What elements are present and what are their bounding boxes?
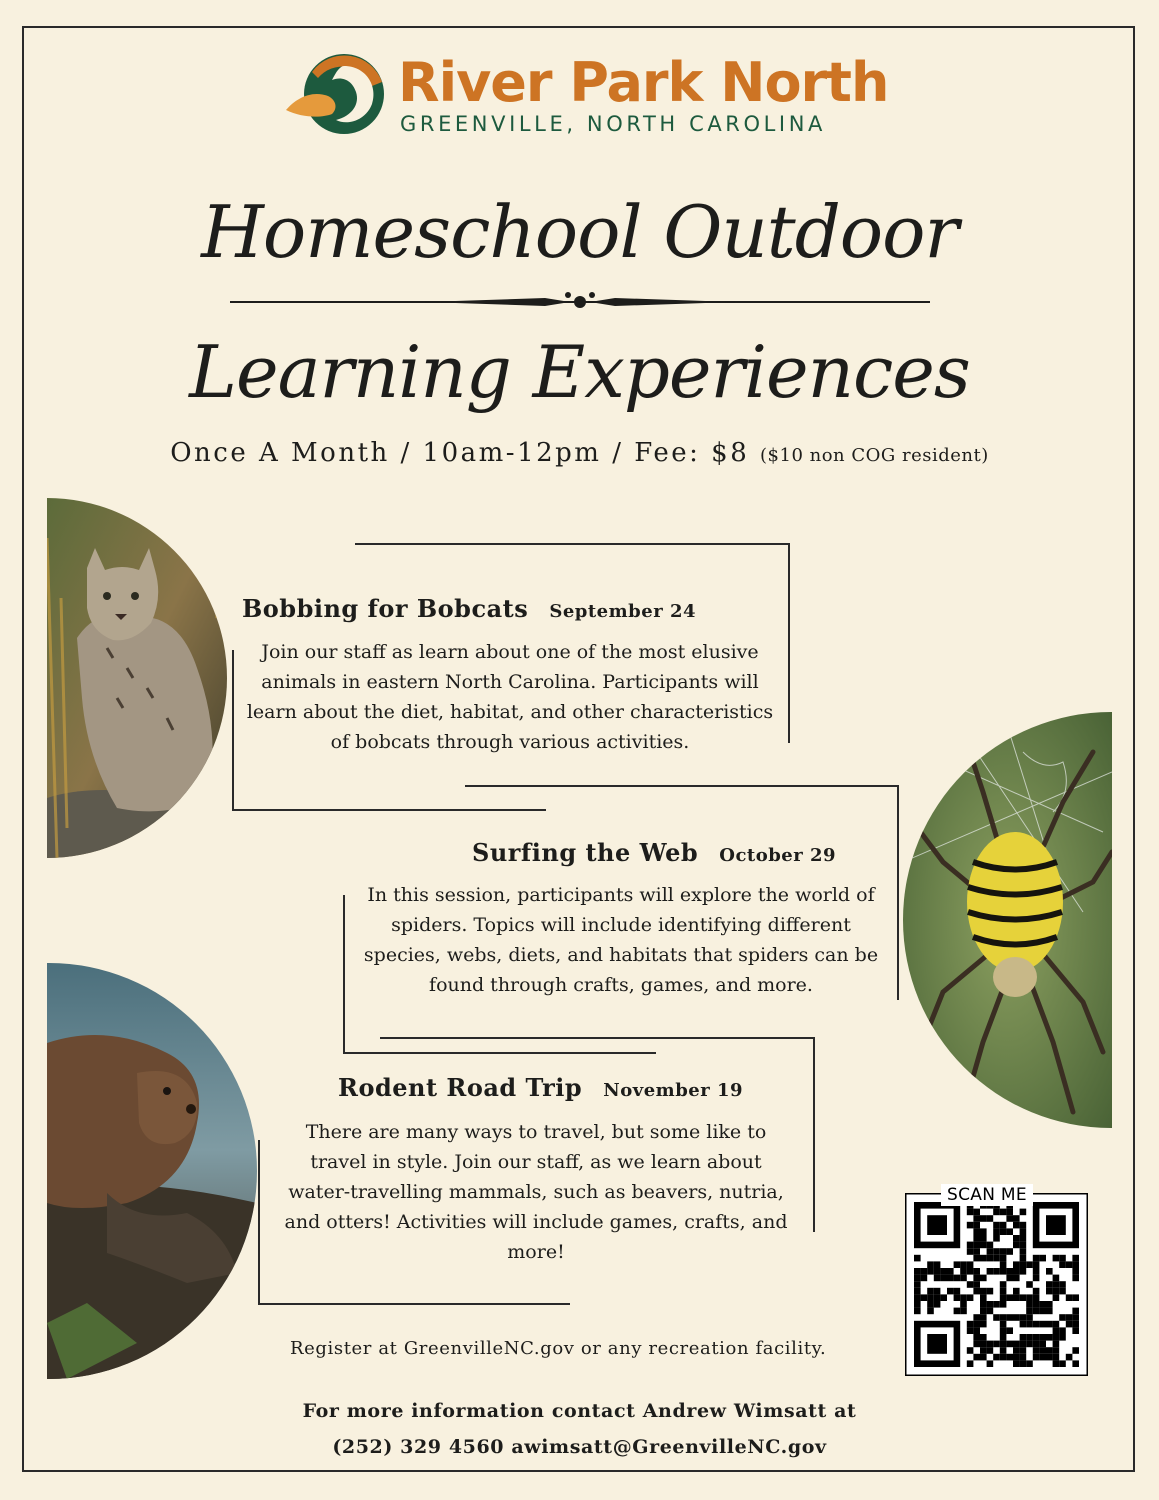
- description-line: water-travelling mammals, such as beavers, nutria,: [288, 1181, 784, 1203]
- frame-line: [232, 809, 546, 811]
- event-heading: [242, 594, 696, 623]
- frame-line: [355, 543, 789, 545]
- contact-line-1: For more information contact Andrew Wimsatt at: [302, 1400, 857, 1422]
- duck-logo-icon: [282, 52, 392, 138]
- event-description: [232, 637, 788, 757]
- description-line: species, webs, diets, and habitats that spiders can be: [363, 944, 879, 966]
- logo-subtitle: GREENVILLE, NORTH CAROLINA: [400, 112, 827, 136]
- title-line-2: Learning Experiences: [189, 330, 970, 414]
- event-description: [343, 880, 899, 1000]
- event-heading: [338, 1073, 743, 1102]
- event-date: November 19: [603, 1080, 744, 1101]
- description-line: found through crafts, games, and more.: [429, 974, 813, 996]
- description-line: more!: [507, 1241, 565, 1263]
- event-title: Bobbing for Bobcats: [242, 594, 529, 623]
- event-date: October 29: [719, 845, 837, 866]
- frame-line: [380, 1037, 814, 1039]
- description-line: of bobcats through various activities.: [330, 731, 690, 753]
- contact-line-2: (252) 329 4560 awimsatt@GreenvilleNC.gov: [332, 1436, 827, 1458]
- register-info: Register at GreenvilleNC.gov or any recreation facility.: [290, 1338, 827, 1359]
- frame-line: [465, 785, 898, 787]
- logo: [282, 51, 889, 142]
- event-title: Rodent Road Trip: [338, 1073, 583, 1102]
- schedule-main: Once A Month / 10am-12pm / Fee: $8: [170, 438, 750, 468]
- event-description: [258, 1117, 814, 1267]
- logo-title: River Park North: [398, 51, 889, 114]
- event-title: Surfing the Web: [472, 838, 699, 867]
- frame-line: [343, 1052, 656, 1054]
- description-line: learn about the diet, habitat, and other characteristics: [246, 701, 774, 723]
- description-line: spiders. Topics will include identifying different: [391, 914, 851, 936]
- qr-code[interactable]: [905, 1193, 1088, 1376]
- description-line: In this session, participants will explore the world of: [367, 884, 875, 906]
- frame-line: [258, 1303, 570, 1305]
- description-line: There are many ways to travel, but some like to: [305, 1121, 767, 1143]
- description-line: animals in eastern North Carolina. Participants will: [261, 671, 759, 693]
- event-date: September 24: [549, 601, 697, 622]
- description-line: travel in style. Join our staff, as we learn about: [310, 1151, 762, 1173]
- schedule-note: ($10 non COG resident): [760, 445, 989, 466]
- title-line-1: Homeschool Outdoor: [201, 190, 958, 274]
- ornament-divider: [225, 290, 935, 314]
- schedule-info: [0, 438, 1159, 468]
- event-heading: [472, 838, 836, 867]
- frame-line: [788, 543, 790, 743]
- description-line: and otters! Activities will include games, crafts, and: [284, 1211, 788, 1233]
- qr-label: SCAN ME: [941, 1184, 1033, 1206]
- description-line: Join our staff as learn about one of the most elusive: [261, 641, 759, 663]
